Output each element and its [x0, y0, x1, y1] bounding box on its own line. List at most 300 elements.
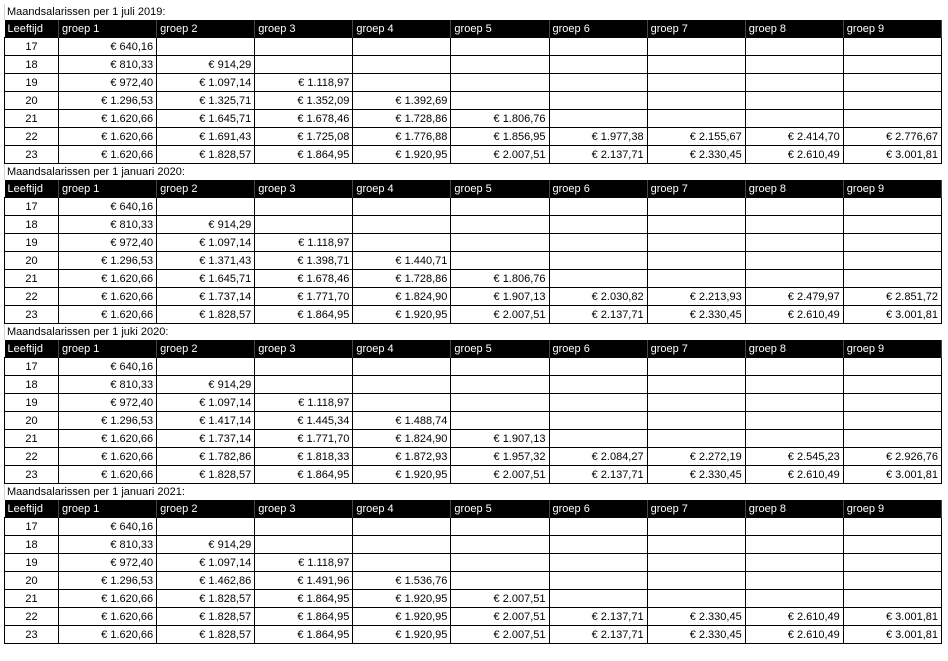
- salary-cell[interactable]: [745, 518, 843, 536]
- salary-cell[interactable]: [549, 394, 647, 412]
- salary-cell[interactable]: [843, 38, 941, 56]
- salary-cell[interactable]: € 810,33: [59, 536, 157, 554]
- salary-cell[interactable]: € 2.851,72: [843, 288, 941, 306]
- salary-cell[interactable]: [647, 234, 745, 252]
- salary-cell[interactable]: [647, 38, 745, 56]
- salary-cell[interactable]: € 2.479,97: [745, 288, 843, 306]
- salary-cell[interactable]: € 1.920,95: [353, 466, 451, 484]
- salary-cell[interactable]: [549, 590, 647, 608]
- header-cell-groep-9[interactable]: groep 9: [843, 180, 941, 198]
- salary-cell[interactable]: [745, 270, 843, 288]
- age-cell[interactable]: 22: [5, 288, 59, 306]
- salary-cell[interactable]: [549, 572, 647, 590]
- salary-cell[interactable]: € 914,29: [157, 536, 255, 554]
- salary-cell[interactable]: [255, 376, 353, 394]
- salary-cell[interactable]: € 1.828,57: [157, 466, 255, 484]
- salary-cell[interactable]: € 1.725,08: [255, 128, 353, 146]
- salary-cell[interactable]: € 2.330,45: [647, 306, 745, 324]
- salary-cell[interactable]: € 1.392,69: [353, 92, 451, 110]
- salary-cell[interactable]: € 1.620,66: [59, 448, 157, 466]
- salary-cell[interactable]: [647, 74, 745, 92]
- salary-cell[interactable]: [647, 92, 745, 110]
- header-cell-groep-7[interactable]: groep 7: [647, 340, 745, 358]
- salary-cell[interactable]: € 1.864,95: [255, 306, 353, 324]
- salary-cell[interactable]: € 1.824,90: [353, 288, 451, 306]
- salary-cell[interactable]: € 2.007,51: [451, 306, 549, 324]
- salary-cell[interactable]: [745, 590, 843, 608]
- salary-cell[interactable]: [549, 110, 647, 128]
- salary-cell[interactable]: [843, 234, 941, 252]
- salary-cell[interactable]: € 2.137,71: [549, 306, 647, 324]
- salary-cell[interactable]: € 2.007,51: [451, 590, 549, 608]
- salary-cell[interactable]: [549, 252, 647, 270]
- header-cell-groep-9[interactable]: groep 9: [843, 20, 941, 38]
- age-cell[interactable]: 19: [5, 234, 59, 252]
- header-cell-groep-5[interactable]: groep 5: [451, 180, 549, 198]
- salary-cell[interactable]: [745, 234, 843, 252]
- salary-cell[interactable]: € 640,16: [59, 358, 157, 376]
- salary-cell[interactable]: [451, 38, 549, 56]
- salary-cell[interactable]: € 914,29: [157, 216, 255, 234]
- salary-cell[interactable]: [647, 376, 745, 394]
- age-cell[interactable]: 20: [5, 92, 59, 110]
- header-cell-groep-2[interactable]: groep 2: [157, 340, 255, 358]
- salary-cell[interactable]: [745, 412, 843, 430]
- salary-cell[interactable]: € 640,16: [59, 518, 157, 536]
- header-cell-groep-2[interactable]: groep 2: [157, 20, 255, 38]
- header-cell-leeftijd[interactable]: Leeftijd: [5, 20, 59, 38]
- salary-cell[interactable]: € 1.296,53: [59, 92, 157, 110]
- salary-cell[interactable]: [451, 554, 549, 572]
- salary-cell[interactable]: € 2.545,23: [745, 448, 843, 466]
- salary-cell[interactable]: € 1.776,88: [353, 128, 451, 146]
- salary-cell[interactable]: [353, 38, 451, 56]
- salary-cell[interactable]: € 1.907,13: [451, 430, 549, 448]
- salary-cell[interactable]: € 1.806,76: [451, 270, 549, 288]
- salary-cell[interactable]: € 1.856,95: [451, 128, 549, 146]
- salary-cell[interactable]: € 972,40: [59, 234, 157, 252]
- salary-cell[interactable]: € 1.118,97: [255, 394, 353, 412]
- header-cell-groep-6[interactable]: groep 6: [549, 20, 647, 38]
- salary-cell[interactable]: € 1.771,70: [255, 288, 353, 306]
- salary-cell[interactable]: [843, 572, 941, 590]
- salary-cell[interactable]: € 1.828,57: [157, 306, 255, 324]
- age-cell[interactable]: 20: [5, 412, 59, 430]
- salary-cell[interactable]: € 1.828,57: [157, 146, 255, 164]
- salary-cell[interactable]: [647, 56, 745, 74]
- salary-cell[interactable]: € 810,33: [59, 376, 157, 394]
- salary-cell[interactable]: [451, 358, 549, 376]
- salary-cell[interactable]: € 3.001,81: [843, 626, 941, 644]
- salary-cell[interactable]: [745, 394, 843, 412]
- salary-cell[interactable]: € 2.610,49: [745, 608, 843, 626]
- salary-cell[interactable]: € 2.272,19: [647, 448, 745, 466]
- salary-cell[interactable]: [843, 518, 941, 536]
- salary-cell[interactable]: € 1.806,76: [451, 110, 549, 128]
- salary-cell[interactable]: € 1.678,46: [255, 270, 353, 288]
- salary-cell[interactable]: [745, 92, 843, 110]
- salary-cell[interactable]: € 1.872,93: [353, 448, 451, 466]
- header-cell-leeftijd[interactable]: Leeftijd: [5, 180, 59, 198]
- salary-cell[interactable]: € 1.445,34: [255, 412, 353, 430]
- salary-cell[interactable]: € 2.007,51: [451, 146, 549, 164]
- age-cell[interactable]: 23: [5, 626, 59, 644]
- salary-cell[interactable]: [745, 74, 843, 92]
- salary-cell[interactable]: [745, 554, 843, 572]
- salary-cell[interactable]: [843, 216, 941, 234]
- salary-cell[interactable]: € 2.155,67: [647, 128, 745, 146]
- salary-cell[interactable]: [745, 198, 843, 216]
- salary-cell[interactable]: [549, 536, 647, 554]
- salary-cell[interactable]: [157, 358, 255, 376]
- salary-cell[interactable]: [647, 590, 745, 608]
- salary-cell[interactable]: € 1.097,14: [157, 74, 255, 92]
- salary-cell[interactable]: [549, 74, 647, 92]
- header-cell-groep-3[interactable]: groep 3: [255, 20, 353, 38]
- salary-cell[interactable]: [843, 412, 941, 430]
- salary-cell[interactable]: [255, 518, 353, 536]
- salary-cell[interactable]: [843, 74, 941, 92]
- header-cell-groep-4[interactable]: groep 4: [353, 340, 451, 358]
- salary-cell[interactable]: [353, 394, 451, 412]
- header-cell-groep-6[interactable]: groep 6: [549, 500, 647, 518]
- salary-cell[interactable]: € 1.828,57: [157, 590, 255, 608]
- salary-cell[interactable]: € 1.864,95: [255, 590, 353, 608]
- salary-cell[interactable]: [745, 358, 843, 376]
- salary-cell[interactable]: [647, 554, 745, 572]
- salary-cell[interactable]: € 2.007,51: [451, 466, 549, 484]
- salary-cell[interactable]: € 914,29: [157, 56, 255, 74]
- age-cell[interactable]: 18: [5, 216, 59, 234]
- table-title-cell[interactable]: Maandsalarissen per 1 januari 2020:: [4, 164, 944, 180]
- header-cell-groep-5[interactable]: groep 5: [451, 20, 549, 38]
- salary-cell[interactable]: € 640,16: [59, 38, 157, 56]
- salary-cell[interactable]: [549, 518, 647, 536]
- salary-cell[interactable]: [843, 554, 941, 572]
- age-cell[interactable]: 19: [5, 394, 59, 412]
- salary-cell[interactable]: [451, 92, 549, 110]
- salary-cell[interactable]: € 1.620,66: [59, 288, 157, 306]
- salary-cell[interactable]: [451, 252, 549, 270]
- salary-cell[interactable]: [549, 92, 647, 110]
- salary-cell[interactable]: € 1.097,14: [157, 554, 255, 572]
- salary-cell[interactable]: € 1.097,14: [157, 394, 255, 412]
- salary-cell[interactable]: € 1.118,97: [255, 554, 353, 572]
- salary-cell[interactable]: € 2.137,71: [549, 608, 647, 626]
- salary-cell[interactable]: € 1.118,97: [255, 234, 353, 252]
- salary-cell[interactable]: € 1.957,32: [451, 448, 549, 466]
- salary-cell[interactable]: € 3.001,81: [843, 306, 941, 324]
- header-cell-groep-3[interactable]: groep 3: [255, 180, 353, 198]
- header-cell-groep-4[interactable]: groep 4: [353, 20, 451, 38]
- salary-cell[interactable]: [353, 376, 451, 394]
- salary-cell[interactable]: € 2.137,71: [549, 626, 647, 644]
- salary-cell[interactable]: € 1.371,43: [157, 252, 255, 270]
- salary-cell[interactable]: [451, 518, 549, 536]
- age-cell[interactable]: 20: [5, 572, 59, 590]
- salary-cell[interactable]: [451, 56, 549, 74]
- age-cell[interactable]: 23: [5, 146, 59, 164]
- age-cell[interactable]: 22: [5, 608, 59, 626]
- salary-cell[interactable]: € 1.920,95: [353, 306, 451, 324]
- salary-cell[interactable]: € 1.462,86: [157, 572, 255, 590]
- salary-cell[interactable]: [353, 536, 451, 554]
- salary-cell[interactable]: [549, 376, 647, 394]
- age-cell[interactable]: 21: [5, 590, 59, 608]
- salary-cell[interactable]: [451, 216, 549, 234]
- salary-cell[interactable]: [549, 234, 647, 252]
- salary-cell[interactable]: [549, 412, 647, 430]
- age-cell[interactable]: 18: [5, 536, 59, 554]
- age-cell[interactable]: 19: [5, 554, 59, 572]
- salary-cell[interactable]: € 1.771,70: [255, 430, 353, 448]
- salary-cell[interactable]: [647, 358, 745, 376]
- salary-cell[interactable]: € 1.645,71: [157, 270, 255, 288]
- salary-cell[interactable]: € 1.325,71: [157, 92, 255, 110]
- salary-cell[interactable]: € 1.864,95: [255, 608, 353, 626]
- header-cell-groep-7[interactable]: groep 7: [647, 180, 745, 198]
- salary-cell[interactable]: [843, 110, 941, 128]
- salary-cell[interactable]: [255, 216, 353, 234]
- salary-cell[interactable]: [451, 198, 549, 216]
- salary-cell[interactable]: € 1.691,43: [157, 128, 255, 146]
- salary-cell[interactable]: € 1.440,71: [353, 252, 451, 270]
- salary-cell[interactable]: [843, 358, 941, 376]
- salary-cell[interactable]: [549, 38, 647, 56]
- salary-cell[interactable]: € 1.417,14: [157, 412, 255, 430]
- salary-cell[interactable]: [451, 572, 549, 590]
- header-cell-groep-6[interactable]: groep 6: [549, 340, 647, 358]
- header-cell-groep-1[interactable]: groep 1: [59, 500, 157, 518]
- salary-cell[interactable]: [353, 74, 451, 92]
- salary-cell[interactable]: [451, 376, 549, 394]
- salary-cell[interactable]: [647, 572, 745, 590]
- salary-cell[interactable]: [647, 412, 745, 430]
- age-cell[interactable]: 22: [5, 128, 59, 146]
- salary-cell[interactable]: € 2.030,82: [549, 288, 647, 306]
- salary-cell[interactable]: € 1.737,14: [157, 430, 255, 448]
- salary-cell[interactable]: [255, 198, 353, 216]
- salary-cell[interactable]: € 1.920,95: [353, 590, 451, 608]
- salary-cell[interactable]: € 1.620,66: [59, 590, 157, 608]
- header-cell-groep-1[interactable]: groep 1: [59, 20, 157, 38]
- salary-cell[interactable]: [451, 394, 549, 412]
- salary-cell[interactable]: € 1.782,86: [157, 448, 255, 466]
- salary-cell[interactable]: [647, 430, 745, 448]
- salary-cell[interactable]: € 1.296,53: [59, 412, 157, 430]
- header-cell-groep-4[interactable]: groep 4: [353, 180, 451, 198]
- salary-cell[interactable]: [843, 536, 941, 554]
- salary-cell[interactable]: [745, 216, 843, 234]
- age-cell[interactable]: 21: [5, 110, 59, 128]
- salary-cell[interactable]: € 1.620,66: [59, 146, 157, 164]
- salary-cell[interactable]: [745, 252, 843, 270]
- age-cell[interactable]: 22: [5, 448, 59, 466]
- salary-cell[interactable]: [451, 74, 549, 92]
- age-cell[interactable]: 19: [5, 74, 59, 92]
- salary-cell[interactable]: € 1.828,57: [157, 608, 255, 626]
- salary-cell[interactable]: [549, 554, 647, 572]
- salary-cell[interactable]: € 1.491,96: [255, 572, 353, 590]
- salary-cell[interactable]: [647, 216, 745, 234]
- salary-cell[interactable]: € 1.296,53: [59, 252, 157, 270]
- salary-cell[interactable]: [745, 572, 843, 590]
- salary-cell[interactable]: [745, 38, 843, 56]
- age-cell[interactable]: 17: [5, 358, 59, 376]
- salary-cell[interactable]: € 1.620,66: [59, 306, 157, 324]
- salary-cell[interactable]: [843, 252, 941, 270]
- salary-cell[interactable]: [843, 56, 941, 74]
- salary-cell[interactable]: € 2.213,93: [647, 288, 745, 306]
- header-cell-groep-8[interactable]: groep 8: [745, 180, 843, 198]
- salary-cell[interactable]: [255, 56, 353, 74]
- age-cell[interactable]: 23: [5, 466, 59, 484]
- salary-cell[interactable]: [549, 270, 647, 288]
- salary-cell[interactable]: € 1.620,66: [59, 626, 157, 644]
- salary-cell[interactable]: [549, 216, 647, 234]
- salary-cell[interactable]: [843, 92, 941, 110]
- salary-cell[interactable]: [745, 430, 843, 448]
- salary-cell[interactable]: € 1.728,86: [353, 270, 451, 288]
- salary-cell[interactable]: € 2.926,76: [843, 448, 941, 466]
- salary-cell[interactable]: € 1.864,95: [255, 146, 353, 164]
- salary-cell[interactable]: € 1.920,95: [353, 626, 451, 644]
- salary-cell[interactable]: [647, 110, 745, 128]
- salary-cell[interactable]: € 1.818,33: [255, 448, 353, 466]
- salary-cell[interactable]: € 1.977,38: [549, 128, 647, 146]
- salary-cell[interactable]: € 1.398,71: [255, 252, 353, 270]
- salary-cell[interactable]: [843, 198, 941, 216]
- salary-cell[interactable]: [647, 252, 745, 270]
- salary-cell[interactable]: [255, 38, 353, 56]
- salary-cell[interactable]: [745, 536, 843, 554]
- salary-cell[interactable]: [353, 234, 451, 252]
- salary-cell[interactable]: [451, 412, 549, 430]
- age-cell[interactable]: 18: [5, 376, 59, 394]
- header-cell-groep-7[interactable]: groep 7: [647, 20, 745, 38]
- salary-cell[interactable]: [647, 270, 745, 288]
- header-cell-groep-2[interactable]: groep 2: [157, 180, 255, 198]
- salary-cell[interactable]: € 2.330,45: [647, 146, 745, 164]
- header-cell-groep-7[interactable]: groep 7: [647, 500, 745, 518]
- salary-cell[interactable]: € 972,40: [59, 394, 157, 412]
- salary-cell[interactable]: [843, 430, 941, 448]
- header-cell-groep-1[interactable]: groep 1: [59, 340, 157, 358]
- salary-cell[interactable]: € 1.824,90: [353, 430, 451, 448]
- salary-cell[interactable]: € 2.414,70: [745, 128, 843, 146]
- header-cell-groep-4[interactable]: groep 4: [353, 500, 451, 518]
- salary-cell[interactable]: [843, 590, 941, 608]
- salary-cell[interactable]: € 1.097,14: [157, 234, 255, 252]
- header-cell-groep-9[interactable]: groep 9: [843, 500, 941, 518]
- salary-cell[interactable]: [549, 430, 647, 448]
- header-cell-groep-5[interactable]: groep 5: [451, 500, 549, 518]
- salary-cell[interactable]: [353, 358, 451, 376]
- age-cell[interactable]: 17: [5, 198, 59, 216]
- salary-cell[interactable]: [157, 38, 255, 56]
- salary-cell[interactable]: € 810,33: [59, 56, 157, 74]
- salary-cell[interactable]: € 972,40: [59, 74, 157, 92]
- header-cell-groep-8[interactable]: groep 8: [745, 500, 843, 518]
- salary-cell[interactable]: [647, 518, 745, 536]
- salary-cell[interactable]: € 2.084,27: [549, 448, 647, 466]
- salary-cell[interactable]: [745, 376, 843, 394]
- header-cell-groep-2[interactable]: groep 2: [157, 500, 255, 518]
- salary-cell[interactable]: € 2.776,67: [843, 128, 941, 146]
- salary-cell[interactable]: € 1.620,66: [59, 110, 157, 128]
- salary-cell[interactable]: [353, 216, 451, 234]
- salary-cell[interactable]: € 1.678,46: [255, 110, 353, 128]
- salary-cell[interactable]: € 1.920,95: [353, 146, 451, 164]
- salary-cell[interactable]: € 1.620,66: [59, 430, 157, 448]
- salary-cell[interactable]: € 1.488,74: [353, 412, 451, 430]
- salary-cell[interactable]: € 2.610,49: [745, 306, 843, 324]
- salary-cell[interactable]: € 972,40: [59, 554, 157, 572]
- salary-cell[interactable]: [353, 198, 451, 216]
- salary-cell[interactable]: € 914,29: [157, 376, 255, 394]
- header-cell-leeftijd[interactable]: Leeftijd: [5, 340, 59, 358]
- age-cell[interactable]: 21: [5, 430, 59, 448]
- age-cell[interactable]: 18: [5, 56, 59, 74]
- salary-cell[interactable]: € 1.907,13: [451, 288, 549, 306]
- table-title-cell[interactable]: Maandsalarissen per 1 januari 2021:: [4, 484, 944, 500]
- salary-cell[interactable]: [157, 518, 255, 536]
- salary-cell[interactable]: € 2.137,71: [549, 146, 647, 164]
- table-title-cell[interactable]: Maandsalarissen per 1 juki 2020:: [4, 324, 944, 340]
- salary-cell[interactable]: € 1.352,09: [255, 92, 353, 110]
- salary-cell[interactable]: [157, 198, 255, 216]
- salary-cell[interactable]: [549, 56, 647, 74]
- salary-cell[interactable]: [647, 394, 745, 412]
- header-cell-groep-3[interactable]: groep 3: [255, 340, 353, 358]
- salary-cell[interactable]: [843, 394, 941, 412]
- header-cell-groep-8[interactable]: groep 8: [745, 340, 843, 358]
- salary-cell[interactable]: [647, 198, 745, 216]
- salary-cell[interactable]: [353, 518, 451, 536]
- salary-cell[interactable]: € 2.610,49: [745, 146, 843, 164]
- salary-cell[interactable]: € 1.864,95: [255, 626, 353, 644]
- salary-cell[interactable]: [647, 536, 745, 554]
- salary-cell[interactable]: [451, 234, 549, 252]
- age-cell[interactable]: 21: [5, 270, 59, 288]
- header-cell-leeftijd[interactable]: Leeftijd: [5, 500, 59, 518]
- salary-cell[interactable]: € 1.737,14: [157, 288, 255, 306]
- salary-cell[interactable]: € 1.645,71: [157, 110, 255, 128]
- salary-cell[interactable]: € 2.007,51: [451, 626, 549, 644]
- salary-cell[interactable]: [255, 536, 353, 554]
- header-cell-groep-9[interactable]: groep 9: [843, 340, 941, 358]
- salary-cell[interactable]: € 1.920,95: [353, 608, 451, 626]
- salary-cell[interactable]: [353, 554, 451, 572]
- salary-cell[interactable]: [549, 358, 647, 376]
- salary-cell[interactable]: € 2.330,45: [647, 466, 745, 484]
- salary-cell[interactable]: [353, 56, 451, 74]
- header-cell-groep-3[interactable]: groep 3: [255, 500, 353, 518]
- salary-cell[interactable]: [843, 270, 941, 288]
- salary-cell[interactable]: [255, 358, 353, 376]
- age-cell[interactable]: 20: [5, 252, 59, 270]
- salary-cell[interactable]: € 1.828,57: [157, 626, 255, 644]
- salary-cell[interactable]: € 1.536,76: [353, 572, 451, 590]
- salary-cell[interactable]: € 3.001,81: [843, 608, 941, 626]
- salary-cell[interactable]: € 3.001,81: [843, 466, 941, 484]
- salary-cell[interactable]: € 1.620,66: [59, 128, 157, 146]
- salary-cell[interactable]: € 2.137,71: [549, 466, 647, 484]
- salary-cell[interactable]: € 640,16: [59, 198, 157, 216]
- salary-cell[interactable]: € 1.620,66: [59, 608, 157, 626]
- age-cell[interactable]: 17: [5, 518, 59, 536]
- salary-cell[interactable]: € 2.007,51: [451, 608, 549, 626]
